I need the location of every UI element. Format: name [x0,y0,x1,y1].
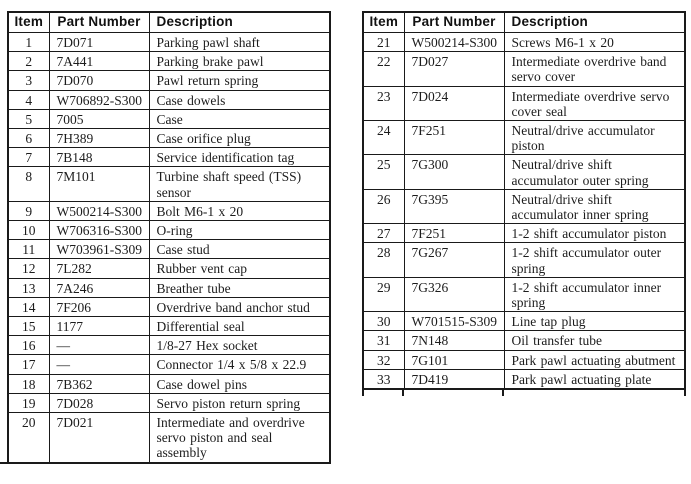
header-row [8,12,330,33]
cell-description: 1-2 shift accumulator piston [504,224,685,243]
cell-part-number: 7F251 [404,224,504,243]
cell-part-number: 7D024 [404,86,504,120]
parts-list-left [7,11,331,464]
table-row [8,336,330,355]
parts-table-right-wrap [362,11,686,396]
cell-item: 15 [8,317,49,336]
cell-part-number: 7G267 [404,243,504,277]
column-header-item: Item [8,12,49,33]
table-row [8,33,330,52]
cell-item: 4 [8,90,49,109]
table-row [363,277,685,311]
cell-part-number: 7D070 [49,71,149,90]
cell-part-number: 7A441 [49,52,149,71]
cell-description: Parking brake pawl [149,52,330,71]
cell-item: 8 [8,167,49,201]
column-header-part-number: Part Number [49,12,149,33]
table-row [8,201,330,220]
cell-part-number: W500214-S300 [404,33,504,52]
cell-item: 25 [363,155,404,189]
cell-item: 19 [8,393,49,412]
cell-part-number: 7M101 [49,167,149,201]
cell-description: Connector 1/4 x 5/8 x 22.9 [149,355,330,374]
cell-item: 31 [363,331,404,350]
cell-description: Bolt M6-1 x 20 [149,201,330,220]
cell-description: Neutral/drive shift accumulator outer spring [504,155,685,189]
cell-description: Turbine shaft speed (TSS) sensor [149,167,330,201]
table-row [8,278,330,297]
cell-item: 27 [363,224,404,243]
table-row [8,167,330,201]
cell-description: Park pawl actuating abutment [504,350,685,369]
table-row [8,148,330,167]
cell-description: Intermediate and overdrive servo piston and seal assembly [149,413,330,463]
table-row [8,355,330,374]
table-row [8,221,330,240]
cell-item: 32 [363,350,404,369]
table-row [363,243,685,277]
parts-list-right [362,11,686,390]
cell-item: 21 [363,33,404,52]
cell-part-number: 7F251 [404,121,504,155]
cell-item: 33 [363,369,404,389]
cell-description: Differential seal [149,317,330,336]
cell-part-number: 7L282 [49,259,149,278]
cell-item: 13 [8,278,49,297]
cell-item: 12 [8,259,49,278]
cell-item: 5 [8,109,49,128]
cell-part-number: W500214-S300 [49,201,149,220]
cell-description: Park pawl actuating plate [504,369,685,389]
cell-part-number: 7005 [49,109,149,128]
cell-description: O-ring [149,221,330,240]
table-edge-stubs [362,390,686,396]
table-row [8,240,330,259]
table-row [363,155,685,189]
table-row [363,312,685,331]
cell-item: 20 [8,413,49,463]
cell-item: 3 [8,71,49,90]
cell-part-number: 7G326 [404,277,504,311]
cell-part-number: 7N148 [404,331,504,350]
cell-part-number: 7H389 [49,129,149,148]
cell-item: 7 [8,148,49,167]
scan-artifact-line [0,462,8,464]
column-header-part-number: Part Number [404,12,504,33]
cell-description: Case dowel pins [149,374,330,393]
cell-description: Parking pawl shaft [149,33,330,52]
table-row [363,350,685,369]
cell-part-number: 7F206 [49,297,149,316]
stub-line [502,390,504,396]
cell-part-number: 7B362 [49,374,149,393]
cell-description: Servo piston return spring [149,393,330,412]
cell-part-number: 7D027 [404,52,504,86]
table-row [8,259,330,278]
cell-description: Rubber vent cap [149,259,330,278]
cell-part-number: 7A246 [49,278,149,297]
cell-description: Case stud [149,240,330,259]
table-row [363,369,685,389]
table-row [363,33,685,52]
header-row [363,12,685,33]
cell-description: 1/8-27 Hex socket [149,336,330,355]
cell-item: 18 [8,374,49,393]
cell-item: 9 [8,201,49,220]
cell-part-number: 7G101 [404,350,504,369]
cell-part-number: 7D071 [49,33,149,52]
cell-description: Breather tube [149,278,330,297]
cell-item: 6 [8,129,49,148]
table-row [8,374,330,393]
cell-item: 23 [363,86,404,120]
cell-description: Intermediate overdrive servo cover seal [504,86,685,120]
cell-item: 29 [363,277,404,311]
cell-part-number: — [49,336,149,355]
table-row [8,317,330,336]
table-row [8,90,330,109]
cell-description: Intermediate overdrive band servo cover [504,52,685,86]
table-row [363,224,685,243]
column-header-description: Description [149,12,330,33]
cell-item: 2 [8,52,49,71]
column-header-description: Description [504,12,685,33]
column-header-item: Item [363,12,404,33]
stub-line [684,390,686,396]
cell-item: 16 [8,336,49,355]
cell-part-number: W706892-S300 [49,90,149,109]
table-row [8,71,330,90]
cell-description: Line tap plug [504,312,685,331]
cell-description: Case dowels [149,90,330,109]
cell-item: 30 [363,312,404,331]
table-row [363,52,685,86]
table-row [363,121,685,155]
cell-description: Neutral/drive shift accumulator inner spring [504,189,685,223]
cell-item: 11 [8,240,49,259]
stub-line [402,390,404,396]
cell-part-number: 7D021 [49,413,149,463]
cell-item: 22 [363,52,404,86]
cell-description: Service identification tag [149,148,330,167]
cell-part-number: W703961-S309 [49,240,149,259]
cell-item: 10 [8,221,49,240]
table-row [8,52,330,71]
table-row [8,109,330,128]
cell-part-number: 7D028 [49,393,149,412]
cell-description: 1-2 shift accumulator outer spring [504,243,685,277]
parts-table-left-wrap [7,11,331,464]
cell-part-number: W701515-S309 [404,312,504,331]
table-row [8,413,330,463]
cell-item: 14 [8,297,49,316]
cell-description: Overdrive band anchor stud [149,297,330,316]
table-row [8,393,330,412]
table-row [363,331,685,350]
cell-part-number: 7G300 [404,155,504,189]
cell-part-number: — [49,355,149,374]
cell-item: 17 [8,355,49,374]
cell-item: 26 [363,189,404,223]
cell-item: 1 [8,33,49,52]
cell-part-number: 7D419 [404,369,504,389]
cell-item: 24 [363,121,404,155]
stub-line [362,390,364,396]
cell-item: 28 [363,243,404,277]
cell-description: Screws M6-1 x 20 [504,33,685,52]
table-row [8,297,330,316]
cell-part-number: 7G395 [404,189,504,223]
table-row [8,129,330,148]
cell-part-number: 1177 [49,317,149,336]
table-row [363,189,685,223]
cell-part-number: 7B148 [49,148,149,167]
cell-description: Pawl return spring [149,71,330,90]
cell-description: Oil transfer tube [504,331,685,350]
table-row [363,86,685,120]
cell-description: Case [149,109,330,128]
cell-description: 1-2 shift accumulator inner spring [504,277,685,311]
cell-description: Case orifice plug [149,129,330,148]
cell-description: Neutral/drive accumulator piston [504,121,685,155]
cell-part-number: W706316-S300 [49,221,149,240]
